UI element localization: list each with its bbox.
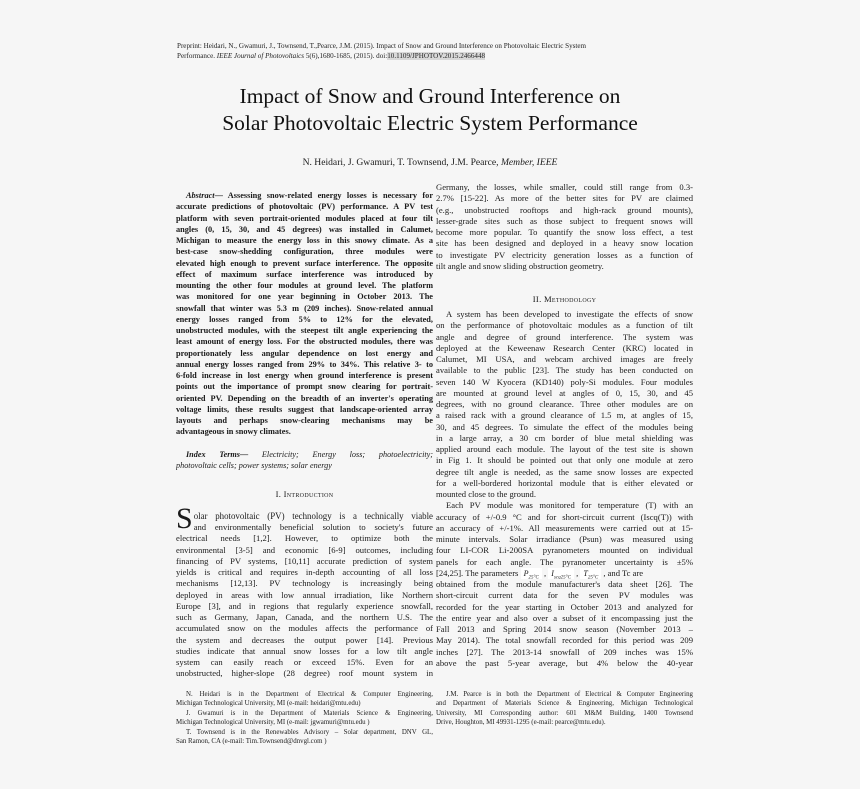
footnote-line: Michigan Technological University, MI (e-mail: jgwamuri@mtu.edu ) [176, 719, 370, 727]
introduction-line: site has been designed and deployed in a heavy snow location [436, 238, 693, 249]
methodology-line: Calumet, MI USA, and webcam archived images are freely [436, 354, 693, 364]
right-column [436, 182, 693, 669]
section-heading-introduction: I. Introduction [275, 489, 334, 499]
footnote-line: Drive, Houghton, MI 49931-1295 (e-mail: pearce@mtu.edu). [436, 719, 606, 727]
doi-link[interactable]: 10.1109/JPHOTOV.2015.2466448 [387, 52, 486, 60]
methodology-line: deployed at the Keweenaw Research Center (KRC) located in [436, 342, 693, 353]
methodology-line: four LI-COR Li-200SA pyranometers mounted on individual [436, 545, 693, 556]
abstract-line: was monitored for one year beginning in October 2013. The [176, 292, 433, 302]
introduction-line: and environmentally beneficial solution to society's future [193, 522, 433, 532]
methodology-line: 30, and 45 degrees. To simulate the effect of the modules being [436, 421, 693, 432]
paper-title [170, 83, 690, 137]
journal-name: IEEE Journal of Photovoltaics [216, 52, 305, 60]
abstract-line: least amount of energy loss. For the obstructed modules, there was [176, 337, 433, 347]
abstract-line: proportionately less angular dependence on lost energy and [176, 348, 433, 358]
methodology-line: on the performance of photovoltaic modules as a function of tilt [436, 320, 693, 331]
abstract-line: elevated high enough to prevent surface interference. The opposite [176, 258, 433, 268]
methodology-line: A system has been developed to investigate the effects of snow [446, 309, 693, 319]
drop-cap: S [176, 502, 193, 535]
methodology-line: the entire year and also over a subset of it encompassing just the [436, 612, 693, 623]
methodology-line: obtained from the module manufacturer's data sheet [26]. The [436, 579, 693, 589]
abstract-line: mounting the other four modules at ground level. The platform [176, 281, 433, 290]
introduction-line: 2.7% [15-22]. As more of the better sites for PV are claimed [436, 193, 693, 204]
methodology-line: Fall 2013 and Spring 2014 snow season (November 2013 – [436, 624, 693, 634]
methodology-line: angle and degree of ground interference. The system was [436, 331, 693, 342]
introduction-line: Germany, the losses, while smaller, could still range from 0.3- [436, 182, 693, 192]
methodology-line: seven 140 W Kyocera (KD140) poly-Si modules. Four modules [436, 376, 693, 387]
footnote-line: T. Townsend is in the Renewables Advisory – Solar department, DNV GL, [186, 728, 433, 736]
introduction-line: such as Germany, Japan, Canada, and the northern U.S. The [176, 612, 433, 622]
abstract-line: platform with seven portrait-oriented modules placed at four tilt [176, 213, 433, 223]
abstract-line: layouts and perhaps snow-clearing mechanisms may be [176, 416, 433, 425]
introduction-line: deployed in areas with low annual irradiation, like Northern [176, 589, 433, 600]
methodology-paragraph-1 [436, 309, 693, 500]
footnote-line: and Department of Materials Science & Engineering, Michigan Technological [436, 700, 693, 708]
methodology-line: are mounted at ground level at angles of 0, 15, 30, and 45 [436, 387, 693, 398]
introduction-line: electrical needs [1,2]. However, to optimize both the [176, 533, 433, 544]
title-line-2: Solar Photovoltaic Electric System Performance [222, 111, 638, 135]
methodology-line: for a well-bordered horizontal module that is either elevated or [436, 477, 693, 488]
param-p25: $P_{25^\circ C}$ [521, 568, 542, 579]
introduction-line: olar photovoltaic (PV) technology is a technically viable [193, 511, 433, 521]
introduction-line: (e.g., unobstructed rooftops and high-rack ground mounts), [436, 204, 693, 215]
methodology-line: in a large array, a 30 cm border of blue metal shielding was [436, 432, 693, 443]
author-list: N. Heidari, J. Gwamuri, T. Townsend, J.M. Pearce, Member, IEEE [302, 157, 558, 168]
abstract-line: angles (0, 15, 30, and 45 degrees) was installed in Calumet, [176, 224, 433, 234]
footnote-line: San Ramon, CA (e-mail: Tim.Townsend@dnvgl.com ) [176, 737, 327, 745]
index-terms [176, 449, 433, 472]
methodology-line: above the past 5-year average, but 4% below the 40-year [436, 657, 693, 668]
methodology-line: degrees, with no ground clearance. Three other modules are on [436, 399, 693, 409]
index-terms-line: Index Terms— Electricity; Energy loss; photoelectricity; [186, 449, 433, 459]
preprint-line-2: Performance. IEEE Journal of Photovoltaics 5(6),1680-1685, (2015). doi:10.1109/JPHOTOV.2015.2466448 [177, 52, 486, 60]
index-terms-line: photovoltaic cells; power systems; solar energy [176, 460, 332, 470]
abstract-line: advantageous in snowy climates. [176, 427, 291, 437]
abstract-line: Michigan to measure the energy loss in this snowy climate. As a [176, 236, 433, 245]
introduction-line: to investigate PV electricity generation losses as a function of [436, 249, 693, 260]
methodology-paragraph-2 [436, 500, 693, 669]
preprint-citation [177, 41, 697, 61]
methodology-line: minute intervals. Solar irradiance (Psun) was measured using [436, 534, 693, 544]
left-column [176, 190, 433, 680]
abstract-label: Abstract [186, 191, 215, 200]
abstract-line: Abstract— Assessing snow-related energy losses is necessary for [186, 191, 433, 200]
methodology-line: May 2014). The total snowfall recorded for this period was 209 [436, 635, 693, 646]
methodology-line: recorded for the year starting in October 2013 and analyzed for [436, 601, 693, 612]
introduction-line: the system and decreases the output power [14]. Previous [176, 634, 433, 645]
footnote-line: J. Gwamuri is in the Department of Materials Science & Engineering, [186, 709, 433, 717]
footnote-line: Michigan Technological University, MI (e-mail: heidari@mtu.edu) [176, 700, 361, 708]
introduction-line: become more popular. To quantify the snow loss effect, a test [436, 227, 693, 237]
introduction-line: tilt angle and snow sliding obstruction geometry. [436, 260, 604, 271]
abstract-line: points out the importance of prompt snow clearing for portrait- [176, 382, 433, 392]
methodology-line: an accuracy of +/-1%. All measurements were carried out at 15- [436, 522, 693, 533]
methodology-line: a raised rack with a ground clearance of 1.5 m, at angles of 15, [436, 410, 693, 421]
footnote-line: N. Heidari is in the Department of Electrical & Computer Engineering, [186, 691, 433, 698]
introduction-paragraph [176, 502, 433, 680]
abstract-line: best-case snow-shedding configuration, three modules were [176, 247, 433, 257]
methodology-line: mounted close to the ground. [436, 489, 537, 499]
section-heading-methodology: II. Methodology [532, 294, 597, 304]
introduction-line: accumulated snow on the modules affects the performance of [176, 623, 433, 634]
abstract-line: energy losses ranged from 5% to 12% for the elevated, [176, 314, 433, 324]
footnote-line: University, MI Corresponding author: 601 M&M Building, 1400 Townsend [436, 709, 693, 717]
introduction-line: financing of PV systems, [10,11] accurate prediction of system [176, 555, 433, 566]
param-t25: $T_{25^\circ C}$ [580, 568, 601, 579]
author-footnotes-right [436, 690, 693, 728]
author-footnotes-left [176, 690, 433, 746]
abstract-line: effect of maximum surface interference was introduced by [176, 269, 433, 279]
abstract [176, 190, 433, 438]
footnote-line: J.M. Pearce is in both the Department of Electrical & Computer Engineering [446, 691, 693, 698]
introduction-line: mechanisms [12,13]. PV technology is increasingly being [176, 578, 433, 589]
introduction-line: environmental [3-5] and economic [6-9] outcomes, including [176, 544, 433, 555]
methodology-line: short-circuit current data for the seven PV modules was [436, 590, 693, 601]
methodology-line: in Fig 1. It should be pointed out that only one module at zero [436, 455, 693, 466]
abstract-line: annual energy losses ranged from 29% to 34%. This relative 3- to [176, 359, 433, 369]
methodology-line: Each PV module was monitored for temperature (T) with an [446, 500, 693, 511]
abstract-line: accurate predictions of photovoltaic (PV) performance. A PV test [176, 202, 433, 212]
abstract-line: oriented PV. Depending on the breadth of an inverter's operating [176, 393, 433, 403]
author-membership: Member, IEEE [500, 157, 558, 168]
introduction-line: system can easily reach or exceed 15%. Even for an [176, 657, 433, 667]
methodology-line: applied around each module. The layout of the test site is shown [436, 444, 693, 454]
introduction-line: Europe [3], and in regions that regularly experience snowfall, [176, 600, 433, 611]
introduction-line: lesser-grade sites such as those subject to frequent snows will [436, 215, 693, 226]
introduction-continued [436, 182, 693, 272]
abstract-line: unobstructed modules, with the steepest tilt angle experiencing the [176, 326, 433, 335]
params-line: [24,25]. The parameters $P_{25^\circ C}$ , $I_{scq25^\circ C}$ , $T_{25^\circ C}$ , and Tc are [436, 568, 693, 579]
methodology-line: inches [27]. The 2013-14 snowfall of 209 inches was 15% [436, 646, 693, 657]
introduction-line: yields is critical and requires in-depth accounting of all loss [176, 567, 433, 577]
introduction-line: unobstructed, higher-slope (28 degree) roof mount system in [176, 668, 433, 679]
methodology-line: accuracy of +/-0.9 °C and for short-circuit current (Iscq(T)) with [436, 511, 693, 522]
abstract-line: snowfall that winter was 5.3 m (209 inches). Snow-related annual [176, 303, 433, 313]
methodology-line: panels for each angle. The pyranometer uncertainty is ±5% [436, 556, 693, 567]
introduction-line: studies indicate that annual snow losses for a low tilt angle [176, 645, 433, 656]
preprint-line-1: Preprint: Heidari, N., Gwamuri, J., Townsend, T.,Pearce, J.M. (2015). Impact of Snow and Ground Interference on Photovoltaic Electric System [177, 42, 587, 50]
abstract-line: 6-fold increase in lost energy when ground interference is present [176, 371, 433, 380]
title-line-1: Impact of Snow and Ground Interference on [239, 84, 621, 108]
methodology-line: available to the public [23]. The study has been conducted on [436, 365, 693, 376]
methodology-line: degree tilt angle is needed, as the same snow losses are expected [436, 466, 693, 477]
abstract-line: voltage limits, these results suggest that landscape-oriented array [176, 404, 433, 414]
param-iscq25: $I_{scq25^\circ C}$ [548, 568, 574, 579]
